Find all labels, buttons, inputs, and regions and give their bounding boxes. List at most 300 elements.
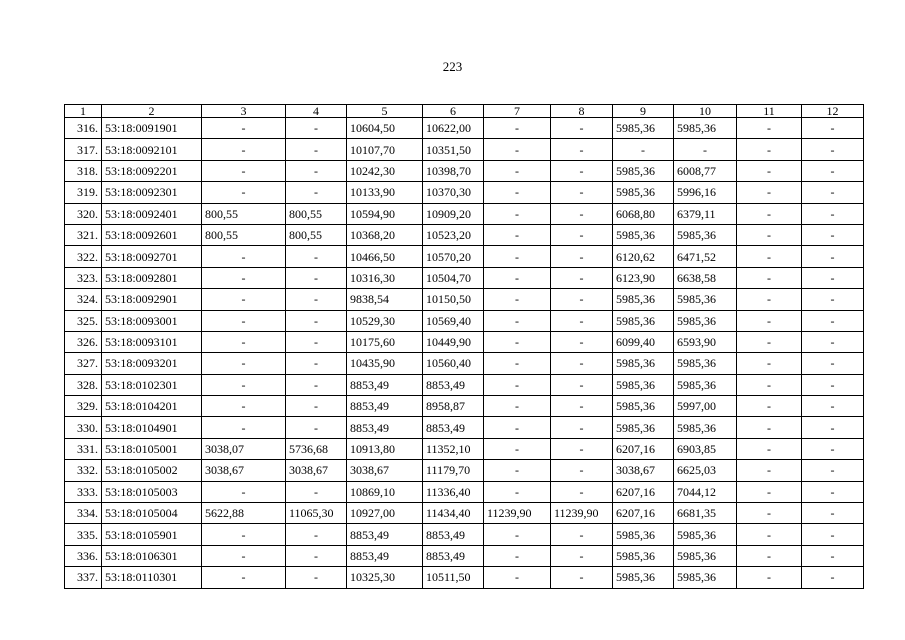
column-header: 1: [65, 105, 102, 118]
table-cell: 5985,36: [613, 417, 674, 438]
table-cell: -: [286, 331, 347, 352]
table-cell: -: [737, 331, 802, 352]
row-number-cell: 330.: [65, 417, 102, 438]
table-cell: 10466,50: [347, 246, 423, 267]
table-row: [65, 182, 864, 203]
table-cell: -: [737, 289, 802, 310]
table-cell: -: [484, 267, 551, 288]
table-cell: 5985,36: [613, 374, 674, 395]
table-cell: 5996,16: [674, 182, 737, 203]
cadastral-number-cell: 53:18:0092601: [102, 224, 202, 245]
table-cell: -: [202, 289, 286, 310]
table-row: [65, 224, 864, 245]
column-header: 3: [202, 105, 286, 118]
table-cell: -: [551, 331, 613, 352]
table-cell: -: [802, 545, 864, 566]
page-number: 223: [442, 59, 463, 74]
table-cell: -: [286, 139, 347, 160]
table-cell: 800,55: [286, 224, 347, 245]
table-cell: -: [286, 417, 347, 438]
row-number-cell: 328.: [65, 374, 102, 395]
table-cell: 5985,36: [674, 567, 737, 588]
column-header: 12: [802, 105, 864, 118]
table-row: [65, 503, 864, 524]
table-cell: -: [484, 567, 551, 588]
table-cell: 6207,16: [613, 438, 674, 459]
row-number-cell: 325.: [65, 310, 102, 331]
table-cell: 5985,36: [613, 118, 674, 139]
table-cell: -: [737, 374, 802, 395]
table-cell: -: [551, 438, 613, 459]
table-cell: -: [484, 545, 551, 566]
table-row: [65, 246, 864, 267]
table-cell: -: [202, 396, 286, 417]
table-cell: 10909,20: [423, 203, 484, 224]
table-cell: -: [484, 310, 551, 331]
table-row: [65, 481, 864, 502]
table-cell: -: [286, 267, 347, 288]
table-cell: -: [551, 139, 613, 160]
table-cell: -: [286, 160, 347, 181]
table-cell: -: [484, 118, 551, 139]
table-cell: -: [737, 224, 802, 245]
table-cell: 5985,36: [613, 182, 674, 203]
table-cell: 8853,49: [347, 545, 423, 566]
table-cell: 5985,36: [674, 524, 737, 545]
table-cell: 8853,49: [347, 374, 423, 395]
table-cell: 10511,50: [423, 567, 484, 588]
header-row: [65, 105, 864, 118]
table-cell: 10398,70: [423, 160, 484, 181]
table-cell: -: [551, 289, 613, 310]
table-cell: -: [737, 246, 802, 267]
table-cell: 5985,36: [613, 289, 674, 310]
table-cell: 5985,36: [674, 118, 737, 139]
table-cell: -: [551, 545, 613, 566]
table-cell: -: [551, 524, 613, 545]
table-cell: -: [737, 545, 802, 566]
table-cell: 6207,16: [613, 503, 674, 524]
table-row: [65, 374, 864, 395]
table-cell: -: [484, 438, 551, 459]
table-cell: 8853,49: [347, 396, 423, 417]
table-cell: 6593,90: [674, 331, 737, 352]
table-cell: -: [286, 481, 347, 502]
table-cell: -: [802, 417, 864, 438]
table-cell: 10175,60: [347, 331, 423, 352]
table-cell: 5985,36: [613, 545, 674, 566]
table-row: [65, 289, 864, 310]
table-cell: 10316,30: [347, 267, 423, 288]
table-cell: 6068,80: [613, 203, 674, 224]
table-cell: 6120,62: [613, 246, 674, 267]
table-cell: -: [202, 139, 286, 160]
cadastral-number-cell: 53:18:0105001: [102, 438, 202, 459]
table-cell: 6123,90: [613, 267, 674, 288]
table-cell: 6638,58: [674, 267, 737, 288]
table-cell: 5985,36: [613, 353, 674, 374]
table-cell: 10529,30: [347, 310, 423, 331]
table-cell: -: [286, 289, 347, 310]
column-header: 5: [347, 105, 423, 118]
table-cell: 5985,36: [613, 396, 674, 417]
table-cell: 6625,03: [674, 460, 737, 481]
table-cell: -: [737, 160, 802, 181]
table-cell: -: [802, 160, 864, 181]
table-cell: -: [737, 567, 802, 588]
table-cell: -: [802, 503, 864, 524]
table-cell: 6681,35: [674, 503, 737, 524]
table-cell: -: [202, 331, 286, 352]
table-row: [65, 267, 864, 288]
table-cell: -: [551, 182, 613, 203]
table-cell: -: [202, 182, 286, 203]
table-cell: -: [484, 182, 551, 203]
table-cell: 3038,67: [286, 460, 347, 481]
table-cell: 10913,80: [347, 438, 423, 459]
table-cell: 5985,36: [674, 545, 737, 566]
cadastral-number-cell: 53:18:0092701: [102, 246, 202, 267]
table-cell: 11239,90: [551, 503, 613, 524]
data-table: [64, 104, 864, 589]
table-cell: -: [737, 438, 802, 459]
column-header: 2: [102, 105, 202, 118]
table-cell: -: [551, 417, 613, 438]
table-cell: -: [286, 567, 347, 588]
table-cell: 6099,40: [613, 331, 674, 352]
table-cell: -: [802, 289, 864, 310]
column-header: 6: [423, 105, 484, 118]
table-cell: -: [613, 139, 674, 160]
table-cell: 10504,70: [423, 267, 484, 288]
table-cell: 3038,67: [347, 460, 423, 481]
cadastral-number-cell: 53:18:0105002: [102, 460, 202, 481]
table-body: [65, 118, 864, 589]
table-cell: -: [551, 374, 613, 395]
row-number-cell: 337.: [65, 567, 102, 588]
table-row: [65, 203, 864, 224]
row-number-cell: 332.: [65, 460, 102, 481]
table-cell: -: [484, 203, 551, 224]
table-cell: 10927,00: [347, 503, 423, 524]
table-cell: 8958,87: [423, 396, 484, 417]
cadastral-number-cell: 53:18:0104201: [102, 396, 202, 417]
table-cell: 10869,10: [347, 481, 423, 502]
table-cell: -: [737, 353, 802, 374]
table-cell: -: [484, 246, 551, 267]
table-cell: -: [802, 203, 864, 224]
table-cell: -: [802, 139, 864, 160]
table-cell: -: [737, 118, 802, 139]
cadastral-number-cell: 53:18:0092901: [102, 289, 202, 310]
table-cell: 800,55: [286, 203, 347, 224]
table-row: [65, 353, 864, 374]
cadastral-number-cell: 53:18:0106301: [102, 545, 202, 566]
table-cell: 6471,52: [674, 246, 737, 267]
table-row: [65, 417, 864, 438]
table-cell: -: [484, 374, 551, 395]
row-number-cell: 333.: [65, 481, 102, 502]
table-cell: -: [551, 396, 613, 417]
table-cell: 5985,36: [674, 224, 737, 245]
column-header: 8: [551, 105, 613, 118]
table-row: [65, 160, 864, 181]
table-row: [65, 139, 864, 160]
table-cell: -: [484, 481, 551, 502]
table-cell: -: [551, 160, 613, 181]
table-cell: 5985,36: [613, 567, 674, 588]
table-cell: -: [737, 203, 802, 224]
row-number-cell: 326.: [65, 331, 102, 352]
table-cell: -: [484, 417, 551, 438]
table-cell: 10560,40: [423, 353, 484, 374]
table-cell: 5997,00: [674, 396, 737, 417]
table-cell: -: [202, 160, 286, 181]
column-header: 11: [737, 105, 802, 118]
cadastral-number-cell: 53:18:0104901: [102, 417, 202, 438]
table-cell: -: [202, 353, 286, 374]
table-cell: -: [484, 224, 551, 245]
column-header: 9: [613, 105, 674, 118]
column-header: 4: [286, 105, 347, 118]
table-cell: -: [737, 396, 802, 417]
table-row: [65, 460, 864, 481]
cadastral-number-cell: 53:18:0102301: [102, 374, 202, 395]
row-number-cell: 334.: [65, 503, 102, 524]
table-cell: 11179,70: [423, 460, 484, 481]
table-cell: 10107,70: [347, 139, 423, 160]
cadastral-number-cell: 53:18:0092401: [102, 203, 202, 224]
table-cell: 11239,90: [484, 503, 551, 524]
table-row: [65, 331, 864, 352]
table-cell: 11065,30: [286, 503, 347, 524]
row-number-cell: 321.: [65, 224, 102, 245]
row-number-cell: 320.: [65, 203, 102, 224]
table-cell: 3038,67: [202, 460, 286, 481]
table-cell: 6379,11: [674, 203, 737, 224]
table-cell: 8853,49: [423, 417, 484, 438]
cadastral-number-cell: 53:18:0093001: [102, 310, 202, 331]
table-cell: -: [286, 118, 347, 139]
table-cell: -: [737, 267, 802, 288]
table-cell: -: [737, 310, 802, 331]
table-cell: -: [286, 353, 347, 374]
table-cell: 10133,90: [347, 182, 423, 203]
table-cell: -: [802, 310, 864, 331]
table-row: [65, 396, 864, 417]
table-cell: 10622,00: [423, 118, 484, 139]
table-cell: -: [737, 139, 802, 160]
table-cell: -: [737, 503, 802, 524]
table-cell: -: [737, 481, 802, 502]
table-cell: -: [551, 118, 613, 139]
table-cell: -: [484, 160, 551, 181]
table-row: [65, 118, 864, 139]
table-cell: -: [484, 460, 551, 481]
table-cell: -: [484, 524, 551, 545]
table-cell: 10523,20: [423, 224, 484, 245]
row-number-cell: 331.: [65, 438, 102, 459]
table-cell: -: [551, 310, 613, 331]
row-number-cell: 323.: [65, 267, 102, 288]
table-cell: 10368,20: [347, 224, 423, 245]
table-cell: -: [484, 331, 551, 352]
table-cell: -: [551, 224, 613, 245]
table-cell: 7044,12: [674, 481, 737, 502]
table-cell: -: [551, 481, 613, 502]
table-cell: 5622,88: [202, 503, 286, 524]
table-cell: -: [202, 567, 286, 588]
table-cell: -: [802, 353, 864, 374]
table-cell: -: [551, 246, 613, 267]
table-cell: 3038,67: [613, 460, 674, 481]
table-cell: 8853,49: [347, 417, 423, 438]
cadastral-number-cell: 53:18:0105003: [102, 481, 202, 502]
cadastral-number-cell: 53:18:0093201: [102, 353, 202, 374]
table-cell: -: [202, 524, 286, 545]
table-cell: 8853,49: [423, 545, 484, 566]
table-cell: 5985,36: [674, 310, 737, 331]
row-number-cell: 319.: [65, 182, 102, 203]
table-cell: 800,55: [202, 203, 286, 224]
table-header: [65, 105, 864, 118]
table-cell: -: [802, 331, 864, 352]
table-cell: 10351,50: [423, 139, 484, 160]
table-cell: -: [202, 267, 286, 288]
table-cell: -: [286, 524, 347, 545]
table-cell: -: [286, 246, 347, 267]
table-cell: -: [286, 545, 347, 566]
table-row: [65, 567, 864, 588]
table-cell: 11434,40: [423, 503, 484, 524]
table-cell: 10150,50: [423, 289, 484, 310]
table-row: [65, 524, 864, 545]
row-number-cell: 317.: [65, 139, 102, 160]
table-cell: -: [802, 524, 864, 545]
table-cell: -: [286, 374, 347, 395]
cadastral-number-cell: 53:18:0093101: [102, 331, 202, 352]
row-number-cell: 324.: [65, 289, 102, 310]
table-cell: -: [202, 374, 286, 395]
cadastral-number-cell: 53:18:0092201: [102, 160, 202, 181]
table-cell: -: [802, 118, 864, 139]
row-number-cell: 336.: [65, 545, 102, 566]
table-cell: -: [551, 353, 613, 374]
table-cell: 10594,90: [347, 203, 423, 224]
table-cell: -: [286, 310, 347, 331]
column-header: 10: [674, 105, 737, 118]
table-cell: -: [802, 460, 864, 481]
table-row: [65, 438, 864, 459]
table-cell: 10242,30: [347, 160, 423, 181]
table-cell: 6008,77: [674, 160, 737, 181]
cadastral-number-cell: 53:18:0091901: [102, 118, 202, 139]
table-row: [65, 545, 864, 566]
table-cell: 6903,85: [674, 438, 737, 459]
cadastral-number-cell: 53:18:0092101: [102, 139, 202, 160]
table-cell: 9838,54: [347, 289, 423, 310]
table-cell: -: [737, 182, 802, 203]
cadastral-number-cell: 53:18:0110301: [102, 567, 202, 588]
table-cell: -: [551, 567, 613, 588]
table-cell: -: [802, 481, 864, 502]
column-header: 7: [484, 105, 551, 118]
table-cell: 3038,07: [202, 438, 286, 459]
table-cell: -: [202, 481, 286, 502]
table-cell: -: [202, 246, 286, 267]
cadastral-number-cell: 53:18:0092801: [102, 267, 202, 288]
table-cell: 10604,50: [347, 118, 423, 139]
table-cell: 8853,49: [347, 524, 423, 545]
table-cell: -: [802, 374, 864, 395]
table-cell: -: [802, 182, 864, 203]
table-cell: -: [737, 460, 802, 481]
row-number-cell: 335.: [65, 524, 102, 545]
table-cell: 5985,36: [674, 374, 737, 395]
table-cell: 6207,16: [613, 481, 674, 502]
table-cell: -: [551, 460, 613, 481]
table-cell: 5985,36: [613, 310, 674, 331]
table-cell: -: [737, 524, 802, 545]
table-cell: 11336,40: [423, 481, 484, 502]
table-cell: 10569,40: [423, 310, 484, 331]
table-cell: -: [286, 396, 347, 417]
table-cell: -: [202, 417, 286, 438]
cadastral-number-cell: 53:18:0105901: [102, 524, 202, 545]
table-cell: 5985,36: [613, 160, 674, 181]
table-cell: 10435,90: [347, 353, 423, 374]
row-number-cell: 318.: [65, 160, 102, 181]
table-cell: -: [802, 267, 864, 288]
table-cell: -: [484, 396, 551, 417]
table-cell: -: [802, 567, 864, 588]
table-cell: -: [202, 310, 286, 331]
row-number-cell: 322.: [65, 246, 102, 267]
table-cell: -: [286, 182, 347, 203]
table-cell: -: [484, 289, 551, 310]
table-cell: 5985,36: [674, 353, 737, 374]
row-number-cell: 329.: [65, 396, 102, 417]
table-cell: -: [802, 438, 864, 459]
table-cell: 800,55: [202, 224, 286, 245]
table-cell: -: [674, 139, 737, 160]
table-cell: -: [802, 246, 864, 267]
table-cell: -: [802, 224, 864, 245]
table-cell: 5736,68: [286, 438, 347, 459]
table-cell: -: [484, 139, 551, 160]
table-cell: -: [551, 203, 613, 224]
table-cell: 5985,36: [613, 524, 674, 545]
table-cell: 5985,36: [674, 289, 737, 310]
table-cell: 10449,90: [423, 331, 484, 352]
table-cell: 8853,49: [423, 374, 484, 395]
table-cell: 5985,36: [674, 417, 737, 438]
row-number-cell: 327.: [65, 353, 102, 374]
table-cell: 10570,20: [423, 246, 484, 267]
table-cell: 11352,10: [423, 438, 484, 459]
table-cell: 10370,30: [423, 182, 484, 203]
table-cell: 5985,36: [613, 224, 674, 245]
cadastral-number-cell: 53:18:0105004: [102, 503, 202, 524]
table-cell: -: [737, 417, 802, 438]
table-cell: 8853,49: [423, 524, 484, 545]
table-cell: -: [484, 353, 551, 374]
table-cell: 10325,30: [347, 567, 423, 588]
table-row: [65, 310, 864, 331]
table-cell: -: [202, 545, 286, 566]
table-cell: -: [202, 118, 286, 139]
table-cell: -: [802, 396, 864, 417]
